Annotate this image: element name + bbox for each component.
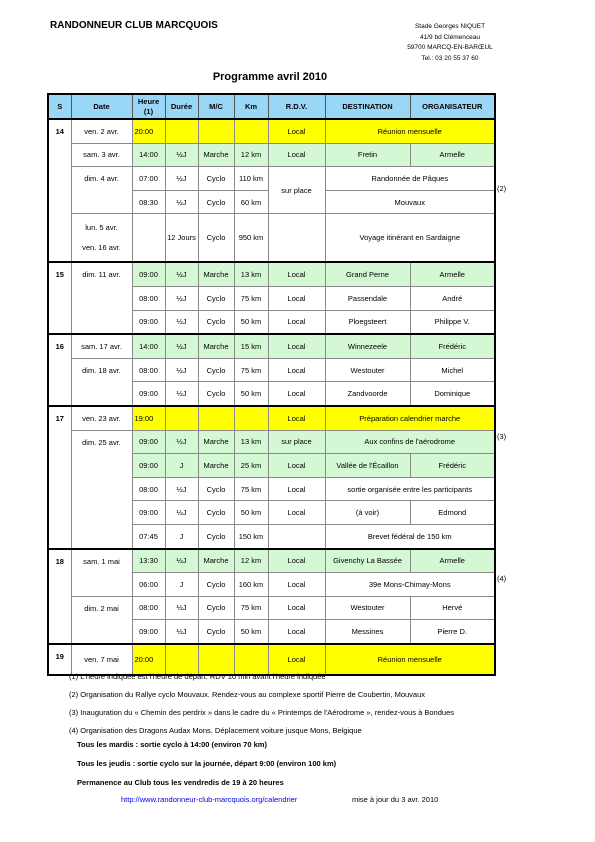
km-cell: 150 km (234, 524, 268, 548)
destination-cell: Voyage itinérant en Sardaigne (325, 214, 495, 263)
time-cell: 09:00 (132, 310, 165, 334)
duration-cell: ½J (165, 167, 198, 191)
destination-cell: Westouter (325, 358, 410, 382)
table-row (48, 262, 495, 286)
destination-cell: Réunion mensuelle (325, 119, 495, 143)
duration-cell: ½J (165, 501, 198, 525)
time-cell: 08:00 (132, 596, 165, 620)
km-cell: 13 km (234, 430, 268, 454)
footnote: (4) Organisation des Dragons Audax Mons. Déplacement voiture jusque Mons, Belgique (69, 726, 362, 735)
col-header-week: S (48, 94, 71, 119)
date-start: lun. 5 avr. (85, 222, 118, 232)
footnote: (3) Inauguration du « Chemin des perdrix » dans le cadre du « Printemps de l'Aérodrome », rendez-vous à Bondues (69, 708, 454, 717)
recurring-event: Tous les mardis : sortie cyclo à 14:00 (environ 70 km) (77, 740, 267, 749)
col-header-meeting-point: R.D.V. (268, 94, 325, 119)
table-row (48, 596, 495, 620)
destination-cell: Ploegsteert (325, 310, 410, 334)
col-header-time: Heure (1) (132, 94, 165, 119)
table-row (48, 358, 495, 382)
week-number: 15 (48, 262, 71, 334)
date-cell: ven. 23 avr. (71, 406, 132, 430)
time-cell: 09:00 (132, 501, 165, 525)
time-cell: 08:00 (132, 286, 165, 310)
program-title: Programme avril 2010 (212, 71, 328, 83)
meeting-point-cell: Local (268, 143, 325, 167)
type-cell: Cyclo (198, 358, 234, 382)
time-cell: 09:00 (132, 430, 165, 454)
col-header-destination: DESTINATION (325, 94, 410, 119)
organizer-cell: Armelle (410, 143, 495, 167)
note-mark: (3) (497, 432, 507, 441)
type-cell: Cyclo (198, 501, 234, 525)
duration-cell: ½J (165, 334, 198, 358)
type-cell: Cyclo (198, 620, 234, 644)
date-cell (71, 214, 132, 263)
address-line: Tel.: 03 20 55 37 60 (421, 54, 479, 62)
date-cell: dim. 4 avr. (71, 167, 132, 214)
type-cell: Cyclo (198, 382, 234, 406)
col-header-date: Date (71, 94, 132, 119)
meeting-point-cell: Local (268, 358, 325, 382)
footnotes (69, 668, 509, 740)
type-cell: Marche (198, 454, 234, 478)
meeting-point-cell: Local (268, 644, 325, 676)
destination-cell: Brevet fédéral de 150 km (325, 524, 495, 548)
time-cell: 06:00 (132, 573, 165, 597)
table-row (48, 430, 495, 454)
date-cell: ven. 2 avr. (71, 119, 132, 143)
meeting-point-cell: Local (268, 382, 325, 406)
time-cell: 08:00 (132, 477, 165, 501)
meeting-point-cell: Local (268, 286, 325, 310)
km-cell: 160 km (234, 573, 268, 597)
destination-cell: (à voir) (325, 501, 410, 525)
date-cell: dim. 2 mai (71, 596, 132, 644)
km-cell: 12 km (234, 549, 268, 573)
type-cell: Marche (198, 143, 234, 167)
note-mark: (2) (497, 184, 507, 193)
date-cell: ven. 7 mai (71, 644, 132, 676)
meeting-point-cell (268, 524, 325, 548)
km-cell: 75 km (234, 477, 268, 501)
footnote: (2) Organisation du Rallye cyclo Mouvaux. Rendez-vous au complexe sportif Pierre de Coubertin, Mouvaux (69, 690, 426, 699)
destination-cell: Passendale (325, 286, 410, 310)
type-cell: Marche (198, 334, 234, 358)
meeting-point-cell: Local (268, 501, 325, 525)
destination-cell: Mouvaux (325, 190, 495, 214)
organizer-cell: Michel (410, 358, 495, 382)
km-cell: 50 km (234, 382, 268, 406)
destination-cell: Randonnée de Pâques (325, 167, 495, 191)
type-cell: Cyclo (198, 573, 234, 597)
type-cell (198, 119, 234, 143)
time-cell (132, 214, 165, 263)
organizer-cell: Pierre D. (410, 620, 495, 644)
km-cell: 15 km (234, 334, 268, 358)
organizer-cell: Edmond (410, 501, 495, 525)
recurring-event: Permanence au Club tous les vendredis de 19 à 20 heures (77, 778, 284, 787)
organizer-cell: Hervé (410, 596, 495, 620)
organizer-cell: Dominique (410, 382, 495, 406)
meeting-point-cell: Local (268, 620, 325, 644)
address-line: 41/9 bd Clémenceau (420, 33, 480, 41)
time-cell: 14:00 (132, 334, 165, 358)
destination-cell: Zandvoorde (325, 382, 410, 406)
table-header-row (48, 94, 495, 119)
table-row (48, 143, 495, 167)
km-cell: 25 km (234, 454, 268, 478)
type-cell: Cyclo (198, 310, 234, 334)
week-number: 16 (48, 334, 71, 406)
date-cell: sam. 17 avr. (71, 334, 132, 358)
meeting-point-cell (268, 214, 325, 263)
duration-cell: ½J (165, 430, 198, 454)
km-cell: 50 km (234, 501, 268, 525)
meeting-point-cell: Local (268, 454, 325, 478)
col-header-duration: Durée (165, 94, 198, 119)
time-cell: 07:45 (132, 524, 165, 548)
calendar-link[interactable]: http://www.randonneur-club-marcquois.org/calendrier (121, 795, 298, 804)
organizer-cell: Armelle (410, 549, 495, 573)
meeting-point-cell: Local (268, 573, 325, 597)
time-cell: 20:00 (132, 644, 165, 676)
address-line: 59700 MARCQ-EN-BARŒUL (407, 44, 493, 51)
km-cell: 75 km (234, 358, 268, 382)
km-cell: 12 km (234, 143, 268, 167)
destination-cell: Vallée de l'Écaillon (325, 454, 410, 478)
recurring-event: Tous les jeudis : sortie cyclo sur la journée, départ 9:00 (environ 100 km) (77, 759, 337, 768)
time-cell: 09:00 (132, 620, 165, 644)
destination-cell: Grand Perne (325, 262, 410, 286)
meeting-point-cell: Local (268, 406, 325, 430)
type-cell: Cyclo (198, 596, 234, 620)
type-cell: Cyclo (198, 286, 234, 310)
date-cell: sam. 1 mai (71, 549, 132, 597)
date-end: ven. 16 avr. (82, 242, 121, 252)
duration-cell: ½J (165, 358, 198, 382)
time-cell: 09:00 (132, 382, 165, 406)
km-cell: 50 km (234, 310, 268, 334)
time-cell: 08:30 (132, 190, 165, 214)
meeting-point-cell: sur place (268, 167, 325, 214)
duration-cell (165, 119, 198, 143)
date-cell: dim. 11 avr. (71, 262, 132, 334)
duration-cell: ½J (165, 286, 198, 310)
km-cell: 110 km (234, 167, 268, 191)
organizer-cell: Frédéric (410, 454, 495, 478)
meeting-point-cell: Local (268, 334, 325, 358)
duration-cell: 12 Jours (165, 214, 198, 263)
date-cell: dim. 25 avr. (71, 430, 132, 548)
destination-cell: Aux confins de l'aérodrome (325, 430, 495, 454)
table-row (48, 549, 495, 573)
duration-cell: ½J (165, 620, 198, 644)
km-cell: 75 km (234, 596, 268, 620)
club-address (380, 22, 520, 64)
type-cell: Cyclo (198, 477, 234, 501)
km-cell: 13 km (234, 262, 268, 286)
type-cell (198, 406, 234, 430)
type-cell: Marche (198, 262, 234, 286)
meeting-point-cell: Local (268, 310, 325, 334)
duration-cell: J (165, 573, 198, 597)
date-cell: sam. 3 avr. (71, 143, 132, 167)
duration-cell: ½J (165, 477, 198, 501)
time-cell: 08:00 (132, 358, 165, 382)
type-cell: Marche (198, 430, 234, 454)
duration-cell: ½J (165, 190, 198, 214)
km-cell (234, 119, 268, 143)
week-number: 18 (48, 549, 71, 644)
duration-cell: J (165, 524, 198, 548)
destination-cell: sortie organisée entre les participants (325, 477, 495, 501)
km-cell (234, 406, 268, 430)
duration-cell (165, 406, 198, 430)
organizer-cell: Philippe V. (410, 310, 495, 334)
recurring-events (77, 735, 336, 792)
col-header-type: M/C (198, 94, 234, 119)
organizer-cell: Frédéric (410, 334, 495, 358)
organizer-cell: André (410, 286, 495, 310)
time-cell: 14:00 (132, 143, 165, 167)
destination-cell: 39e Mons-Chimay-Mons (325, 573, 495, 597)
meeting-point-cell: Local (268, 119, 325, 143)
destination-cell: Westouter (325, 596, 410, 620)
week-number: 14 (48, 119, 71, 262)
type-cell: Cyclo (198, 190, 234, 214)
footnote: (1) L'heure indiquée est l'heure de départ. RDV 10 min avant l'heure indiquée (69, 672, 326, 681)
time-cell: 09:00 (132, 262, 165, 286)
destination-cell: Réunion mensuelle (325, 644, 495, 676)
table-row (48, 406, 495, 430)
meeting-point-cell: Local (268, 477, 325, 501)
col-header-organizer: ORGANISATEUR (410, 94, 495, 119)
time-cell: 09:00 (132, 454, 165, 478)
meeting-point-cell: sur place (268, 430, 325, 454)
address-line: Stade Georges NIQUET (414, 23, 486, 30)
type-cell: Marche (198, 549, 234, 573)
km-cell: 950 km (234, 214, 268, 263)
week-number: 17 (48, 406, 71, 549)
col-header-km: Km (234, 94, 268, 119)
note-mark: (4) (497, 574, 507, 583)
date-cell: dim. 18 avr. (71, 358, 132, 406)
duration-cell: ½J (165, 596, 198, 620)
time-cell: 20:00 (132, 119, 165, 143)
duration-cell: ½J (165, 262, 198, 286)
schedule-table (47, 93, 496, 676)
time-cell: 07:00 (132, 167, 165, 191)
club-name: RANDONNEUR CLUB MARCQUOIS (50, 20, 218, 31)
duration-cell: J (165, 454, 198, 478)
destination-cell: Préparation calendrier marche (325, 406, 495, 430)
meeting-point-cell: Local (268, 262, 325, 286)
destination-cell: Winnezeele (325, 334, 410, 358)
meeting-point-cell: Local (268, 596, 325, 620)
table-row (48, 214, 495, 263)
update-date: mise à jour du 3 avr. 2010 (352, 795, 439, 804)
table-row (48, 119, 495, 143)
destination-cell: Messines (325, 620, 410, 644)
organizer-cell: Armelle (410, 262, 495, 286)
duration-cell: ½J (165, 143, 198, 167)
duration-cell: ½J (165, 310, 198, 334)
type-cell: Cyclo (198, 524, 234, 548)
week-number: 19 (48, 644, 71, 676)
destination-cell: Fretin (325, 143, 410, 167)
type-cell: Cyclo (198, 214, 234, 263)
destination-cell: Givenchy La Bassée (325, 549, 410, 573)
km-cell: 50 km (234, 620, 268, 644)
time-cell: 13:30 (132, 549, 165, 573)
meeting-point-cell: Local (268, 549, 325, 573)
table-row (48, 167, 495, 191)
duration-cell: ½J (165, 382, 198, 406)
table-row (48, 334, 495, 358)
type-cell: Cyclo (198, 167, 234, 191)
km-cell: 75 km (234, 286, 268, 310)
km-cell: 60 km (234, 190, 268, 214)
time-cell: 19:00 (132, 406, 165, 430)
duration-cell: ½J (165, 549, 198, 573)
